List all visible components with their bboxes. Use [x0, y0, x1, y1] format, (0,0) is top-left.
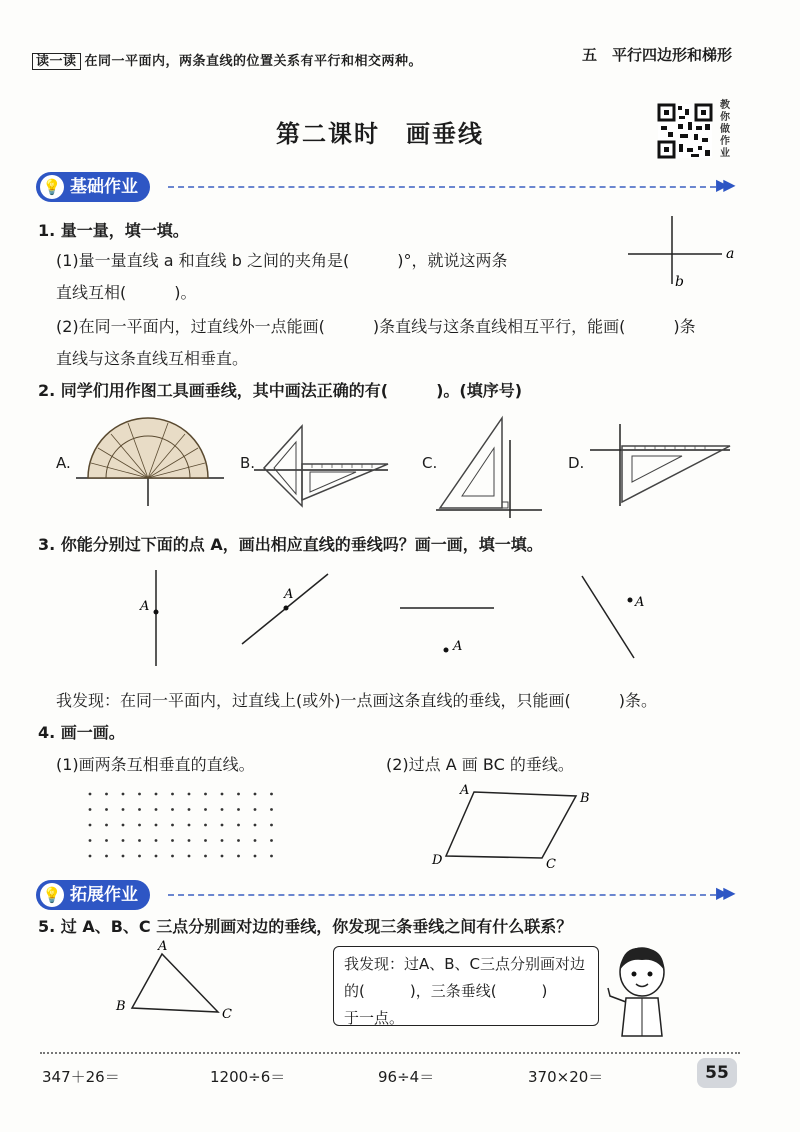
q1-part1-line1: (1)量一量直线 a 和直线 b 之间的夹角是( )°，就说这两条 [56, 251, 508, 270]
grid-dot [155, 855, 158, 858]
grid-dot [270, 855, 273, 858]
qr-code-icon[interactable] [658, 104, 712, 158]
grid-dot [188, 793, 191, 796]
grid-dot [122, 855, 125, 858]
q5-answer-box[interactable] [333, 946, 599, 1026]
page-number: 55 [697, 1058, 737, 1088]
grid-dot [122, 793, 125, 796]
q3-point-a-2: A [284, 587, 294, 602]
label-b: b [675, 274, 684, 290]
grid-dot [254, 824, 257, 827]
grid-dot [270, 808, 273, 811]
q5-title: 5. 过 A、B、C 三点分别画对边的垂线，你发现三条垂线之间有什么联系？ [38, 917, 573, 936]
q5-box-line2: 的( )，三条垂线( ) [344, 982, 548, 1000]
q1-part2-line1: (2)在同一平面内，过直线外一点能画( )条直线与这条直线相互平行，能画( )条 [56, 317, 696, 336]
q5-label-c: C [222, 1007, 232, 1022]
qr-caption: 教你做作业 [720, 100, 730, 159]
q2-title: 2. 同学们用作图工具画垂线，其中画法正确的有( )。(填序号) [38, 381, 523, 400]
q3-title: 3. 你能分别过下面的点 A，画出相应直线的垂线吗？画一画，填一填。 [38, 535, 543, 554]
section-extend-badge [36, 880, 150, 910]
q2-setsquare-b-figure [252, 420, 392, 510]
grid-dot [89, 824, 92, 827]
tip-badge: 读一读 [32, 53, 81, 70]
grid-dot [221, 855, 224, 858]
section-basic-badge [36, 172, 150, 202]
grid-dot [171, 808, 174, 811]
q3-point-a-4: A [635, 595, 645, 610]
q2-setsquare-d-figure [590, 420, 740, 510]
section-divider [168, 186, 716, 188]
grid-dot [138, 793, 141, 796]
grid-dot [155, 824, 158, 827]
q3-point-a-1: A [140, 599, 150, 614]
grid-dot [254, 808, 257, 811]
q2-option-b[interactable]: B. [240, 454, 256, 472]
grid-dot [254, 855, 257, 858]
grid-dot [138, 855, 141, 858]
q3-point-a-3: A [453, 639, 463, 654]
grid-dot [237, 824, 240, 827]
grid-dot [122, 839, 125, 842]
q4-parallelogram [430, 782, 600, 872]
grid-dot [204, 793, 207, 796]
grid-dot [89, 808, 92, 811]
grid-dot [204, 855, 207, 858]
grid-dot [105, 793, 108, 796]
q2-setsquare-c-figure [436, 410, 546, 520]
grid-dot [155, 793, 158, 796]
q2-option-d[interactable]: D. [568, 454, 585, 472]
grid-dot [188, 824, 191, 827]
footer-divider [40, 1052, 740, 1054]
grid-dot [270, 793, 273, 796]
lightbulb-icon: 💡 [40, 175, 64, 199]
grid-dot [171, 824, 174, 827]
grid-dot [155, 839, 158, 842]
q4-part1: (1)画两条互相垂直的直线。 [56, 755, 255, 774]
grid-dot [237, 793, 240, 796]
q4-dot-grid[interactable] [86, 788, 286, 864]
grid-dot [89, 793, 92, 796]
q5-box-line3: 于一点。 [344, 1009, 405, 1027]
q5-box-line1: 我发现：过A、B、C三点分别画对边 [344, 955, 586, 973]
q4-title: 4. 画一画。 [38, 723, 125, 742]
grid-dot [171, 839, 174, 842]
grid-dot [221, 824, 224, 827]
grid-dot [237, 808, 240, 811]
grid-dot [221, 793, 224, 796]
grid-dot [138, 808, 141, 811]
grid-dot [188, 808, 191, 811]
grid-dot [237, 855, 240, 858]
section-basic-label: 基础作业 [70, 177, 138, 197]
q2-option-c[interactable]: C. [422, 454, 438, 472]
grid-dot [138, 824, 141, 827]
grid-dot [221, 839, 224, 842]
double-arrow-icon: ▶▶ [716, 883, 731, 902]
q4-label-a: A [460, 783, 470, 798]
q3-figure-3 [398, 596, 502, 660]
grid-dot [105, 839, 108, 842]
lightbulb-icon: 💡 [40, 883, 64, 907]
grid-dot [171, 855, 174, 858]
q3-figure-4 [578, 570, 658, 662]
grid-dot [138, 839, 141, 842]
grid-dot [204, 839, 207, 842]
grid-dot [188, 839, 191, 842]
q1-title: 1. 量一量，填一填。 [38, 221, 189, 240]
tip-text: 在同一平面内，两条直线的位置关系有平行和相交两种。 [84, 54, 423, 69]
q3-figure-2 [236, 566, 336, 652]
grid-dot [204, 808, 207, 811]
reading-tip [32, 50, 422, 69]
q2-protractor-figure [76, 418, 226, 508]
q3-figure-1 [130, 566, 170, 670]
grid-dot [105, 808, 108, 811]
q5-triangle [110, 940, 240, 1024]
grid-dot [254, 839, 257, 842]
calc-4[interactable]: 370×20＝ [528, 1068, 604, 1086]
q2-option-a[interactable]: A. [56, 454, 71, 472]
boy-character-icon [604, 940, 674, 1040]
grid-dot [221, 808, 224, 811]
calc-3[interactable]: 96÷4＝ [378, 1068, 435, 1086]
q1-part2-line2: 直线与这条直线互相垂直。 [56, 349, 249, 368]
q1-part1-line2: 直线互相( )。 [56, 283, 197, 302]
double-arrow-icon: ▶▶ [716, 175, 731, 194]
grid-dot [171, 793, 174, 796]
q4-part2: (2)过点 A 画 BC 的垂线。 [386, 755, 574, 774]
label-a: a [726, 246, 735, 262]
grid-dot [204, 824, 207, 827]
q1-perpendicular-figure [620, 210, 750, 300]
grid-dot [254, 793, 257, 796]
section-extend-label: 拓展作业 [70, 885, 138, 905]
calc-1[interactable]: 347＋26＝ [42, 1068, 120, 1086]
section-divider [168, 894, 716, 896]
lesson-title: 第二课时 画垂线 [276, 120, 484, 148]
grid-dot [270, 824, 273, 827]
q4-label-c: C [546, 857, 556, 872]
q4-label-d: D [432, 853, 443, 868]
chapter-title: 五 平行四边形和梯形 [581, 46, 732, 64]
q5-label-b: B [116, 999, 126, 1014]
grid-dot [105, 824, 108, 827]
grid-dot [122, 824, 125, 827]
q4-label-b: B [580, 791, 590, 806]
calc-2[interactable]: 1200÷6＝ [210, 1068, 286, 1086]
grid-dot [270, 839, 273, 842]
q3-finding: 我发现：在同一平面内，过直线上(或外)一点画这条直线的垂线，只能画( )条。 [56, 691, 657, 710]
grid-dot [155, 808, 158, 811]
q5-label-a: A [158, 939, 168, 954]
grid-dot [188, 855, 191, 858]
grid-dot [237, 839, 240, 842]
grid-dot [89, 855, 92, 858]
grid-dot [89, 839, 92, 842]
grid-dot [122, 808, 125, 811]
grid-dot [105, 855, 108, 858]
